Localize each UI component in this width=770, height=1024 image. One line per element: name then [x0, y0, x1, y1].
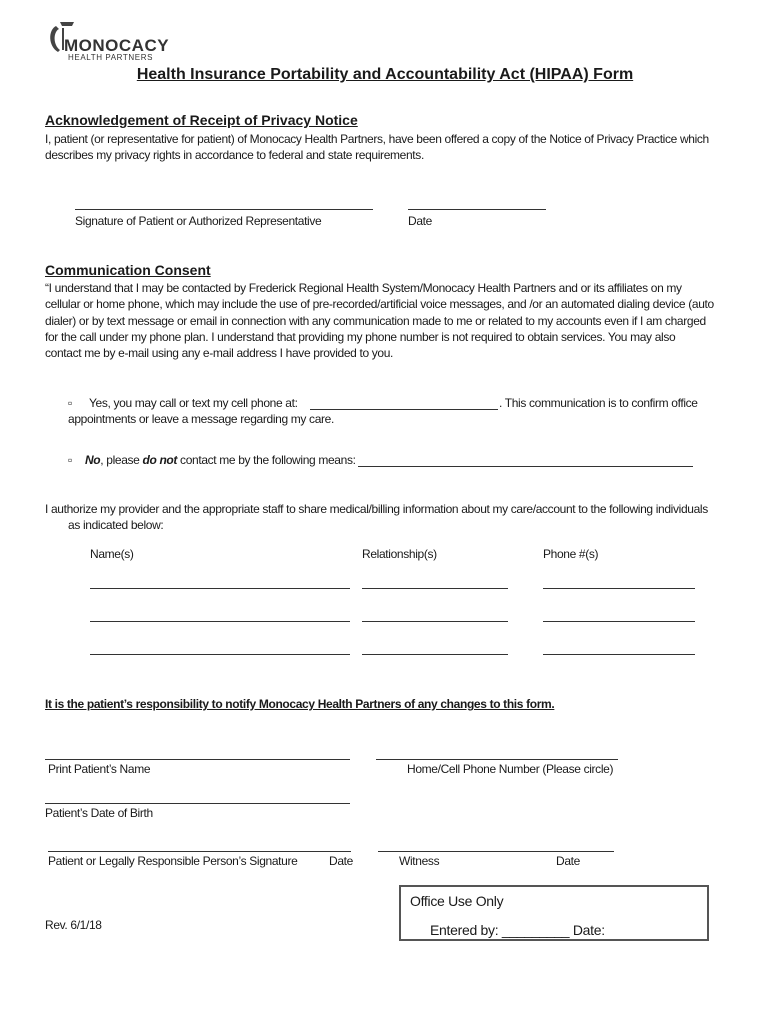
yes-option-text: Yes, you may call or text my cell phone at:: [88, 396, 298, 410]
ack-text-line-1: I, patient (or representative for patient) of Monocacy Health Partners, have been offered a copy of the Notice of Privacy Practice which: [45, 132, 709, 146]
no-emph: do not: [142, 453, 178, 467]
relationship-line-2[interactable]: [362, 621, 508, 622]
ack-heading: Acknowledgement of Receipt of Privacy Notice: [45, 112, 358, 128]
ack-date-label: Date: [408, 214, 432, 228]
no-word: No: [84, 453, 101, 467]
ack-signature-line[interactable]: [75, 209, 373, 210]
name-line-1[interactable]: [90, 588, 350, 589]
office-use-box: [399, 885, 709, 941]
phone-number-line[interactable]: [376, 759, 618, 760]
dob-line[interactable]: [45, 803, 350, 804]
no-rest: contact me by the following means:: [177, 453, 356, 467]
cell-phone-line[interactable]: [310, 409, 498, 410]
consent-yes-option: [68, 395, 298, 411]
patient-signature-line[interactable]: [48, 851, 351, 852]
ack-date-line[interactable]: [408, 209, 546, 210]
office-use-title: Office Use Only: [410, 893, 504, 909]
relationship-line-3[interactable]: [362, 654, 508, 655]
col-relationship-header: Relationship(s): [362, 547, 437, 561]
col-phone-header: Phone #(s): [543, 547, 599, 561]
yes-option-line-2: appointments or leave a message regarding my care.: [68, 412, 334, 426]
consent-no-option: [68, 452, 356, 468]
name-line-3[interactable]: [90, 654, 350, 655]
office-entered-by[interactable]: Entered by: _________ Date:: [430, 922, 605, 938]
logo-subtitle: HEALTH PARTNERS: [68, 53, 154, 62]
page-title: Health Insurance Portability and Accountability Act (HIPAA) Form: [136, 66, 634, 83]
relationship-line-1[interactable]: [362, 588, 508, 589]
yes-option-after: . This communication is to confirm office: [499, 396, 698, 410]
witness-line[interactable]: [378, 851, 614, 852]
responsibility-notice: It is the patient’s responsibility to notify Monocacy Health Partners of any changes to this form.: [45, 697, 555, 711]
no-mid: , please: [100, 453, 143, 467]
phone-line-1[interactable]: [543, 588, 695, 589]
phone-line-3[interactable]: [543, 654, 695, 655]
ack-text-line-2: describes my privacy rights in accordance to federal and state requirements.: [45, 148, 424, 162]
consent-heading: Communication Consent: [45, 262, 211, 278]
logo-name: MONOCACY: [64, 36, 170, 55]
yes-checkbox[interactable]: ▫: [68, 396, 72, 410]
authorize-line-2: as indicated below:: [68, 518, 164, 532]
ack-signature-label: Signature of Patient or Authorized Representative: [75, 214, 322, 228]
contact-means-line[interactable]: [358, 466, 693, 467]
monocacy-logo: [46, 18, 186, 64]
witness-date-label: Date: [556, 854, 580, 868]
consent-text-line-5: contact me by e-mail using any e-mail address I have provided to you.: [45, 346, 394, 360]
consent-text-line-1: “I understand that I may be contacted by Frederick Regional Health System/Monocacy Health Partners and or its affiliates on my: [45, 281, 682, 295]
consent-text-line-2: cellular or home phone, which may include the use of pre-recorded/artificial voice messages, and /or an automated dialing device (auto: [45, 297, 714, 311]
col-name-header: Name(s): [90, 547, 134, 561]
dob-label: Patient’s Date of Birth: [45, 806, 153, 820]
signature-date-label: Date: [329, 854, 353, 868]
phone-number-label: Home/Cell Phone Number (Please circle): [407, 762, 614, 776]
no-checkbox[interactable]: ▫: [68, 453, 72, 467]
print-name-label: Print Patient’s Name: [48, 762, 151, 776]
name-line-2[interactable]: [90, 621, 350, 622]
consent-text-line-4: for the call under my phone plan. I understand that providing my phone number is not required to obtain services. You may also: [45, 330, 676, 344]
print-name-line[interactable]: [45, 759, 350, 760]
patient-signature-label: Patient or Legally Responsible Person’s Signature: [48, 854, 298, 868]
phone-line-2[interactable]: [543, 621, 695, 622]
authorize-line-1: I authorize my provider and the appropriate staff to share medical/billing information about my care/account to the following individuals: [45, 502, 708, 516]
witness-label: Witness: [399, 854, 440, 868]
revision-label: Rev. 6/1/18: [45, 918, 102, 932]
consent-text-line-3: dialer) or by text message or email in connection with any communication made to me or related to my accounts even if I am charged: [45, 314, 706, 328]
